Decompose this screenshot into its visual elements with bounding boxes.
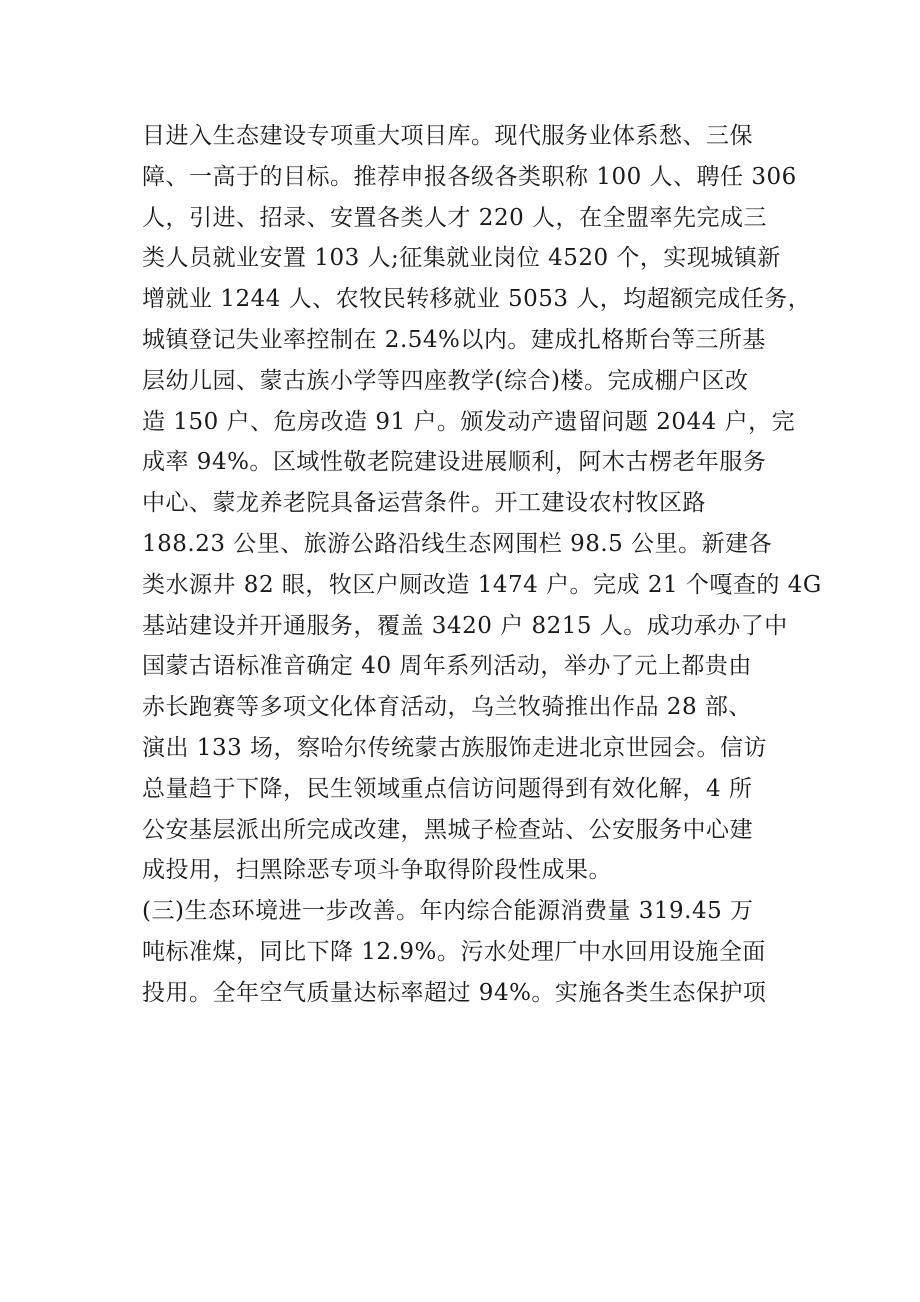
section-heading-line: (三)生态环境进一步改善。年内综合能源消费量 319.45 万: [142, 898, 754, 925]
text-line: 中心、蒙龙养老院具备运营条件。开工建设农村牧区路: [142, 490, 706, 517]
text-line: 障、一高于的目标。推荐申报各级各类职称 100 人、聘任 306: [142, 163, 797, 190]
text-line: 目进入生态建设专项重大项目库。现代服务业体系愁、三保: [142, 123, 753, 149]
text-line: 类水源井 82 眼，牧区户厕改造 1474 户。完成 21 个嘎查的 4G: [142, 571, 822, 598]
text-line: 投用。全年空气质量达标率超过 94%。实施各类生态保护项: [142, 979, 767, 1006]
text-line: 人，引进、招录、安置各类人才 220 人，在全盟率先完成三: [142, 204, 768, 231]
text-line: 演出 133 场，察哈尔传统蒙古族服饰走进北京世园会。信访: [142, 734, 768, 761]
text-line: 公安基层派出所完成改建，黑城子检查站、公安服务中心建: [142, 816, 753, 843]
text-line: 造 150 户、危房改造 91 户。颁发动产遗留问题 2044 户，完: [142, 408, 796, 435]
body-text: [142, 116, 822, 1014]
text-line: 成投用，扫黑除恶专项斗争取得阶段性成果。: [142, 857, 612, 884]
text-line: 188.23 公里、旅游公路沿线生态网围栏 98.5 公里。新建各: [142, 530, 773, 557]
text-line: 总量趋于下降，民生领域重点信访问题得到有效化解，4 所: [142, 775, 753, 802]
text-line: 赤长跑赛等多项文化体育活动，乌兰牧骑推出作品 28 部、: [142, 694, 752, 721]
text-line: 国蒙古语标准音确定 40 周年系列活动，举办了元上都贵由: [142, 653, 752, 680]
text-line: 吨标准煤，同比下降 12.9%。污水处理厂中水回用设施全面: [142, 938, 766, 965]
text-line: 城镇登记失业率控制在 2.54%以内。建成扎格斯台等三所基: [142, 326, 766, 353]
text-line: 基站建设并开通服务，覆盖 3420 户 8215 人。成功承办了中: [142, 612, 788, 639]
text-line: 层幼儿园、蒙古族小学等四座教学(综合)楼。完成棚户区改: [142, 367, 749, 394]
text-line: 增就业 1244 人、农牧民转移就业 5053 人，均超额完成任务，: [142, 286, 812, 313]
text-line: 类人员就业安置 103 人;征集就业岗位 4520 个，实现城镇新: [142, 245, 781, 272]
text-line: 成率 94%。区域性敬老院建设进展顺利，阿木古楞老年服务: [142, 449, 767, 476]
